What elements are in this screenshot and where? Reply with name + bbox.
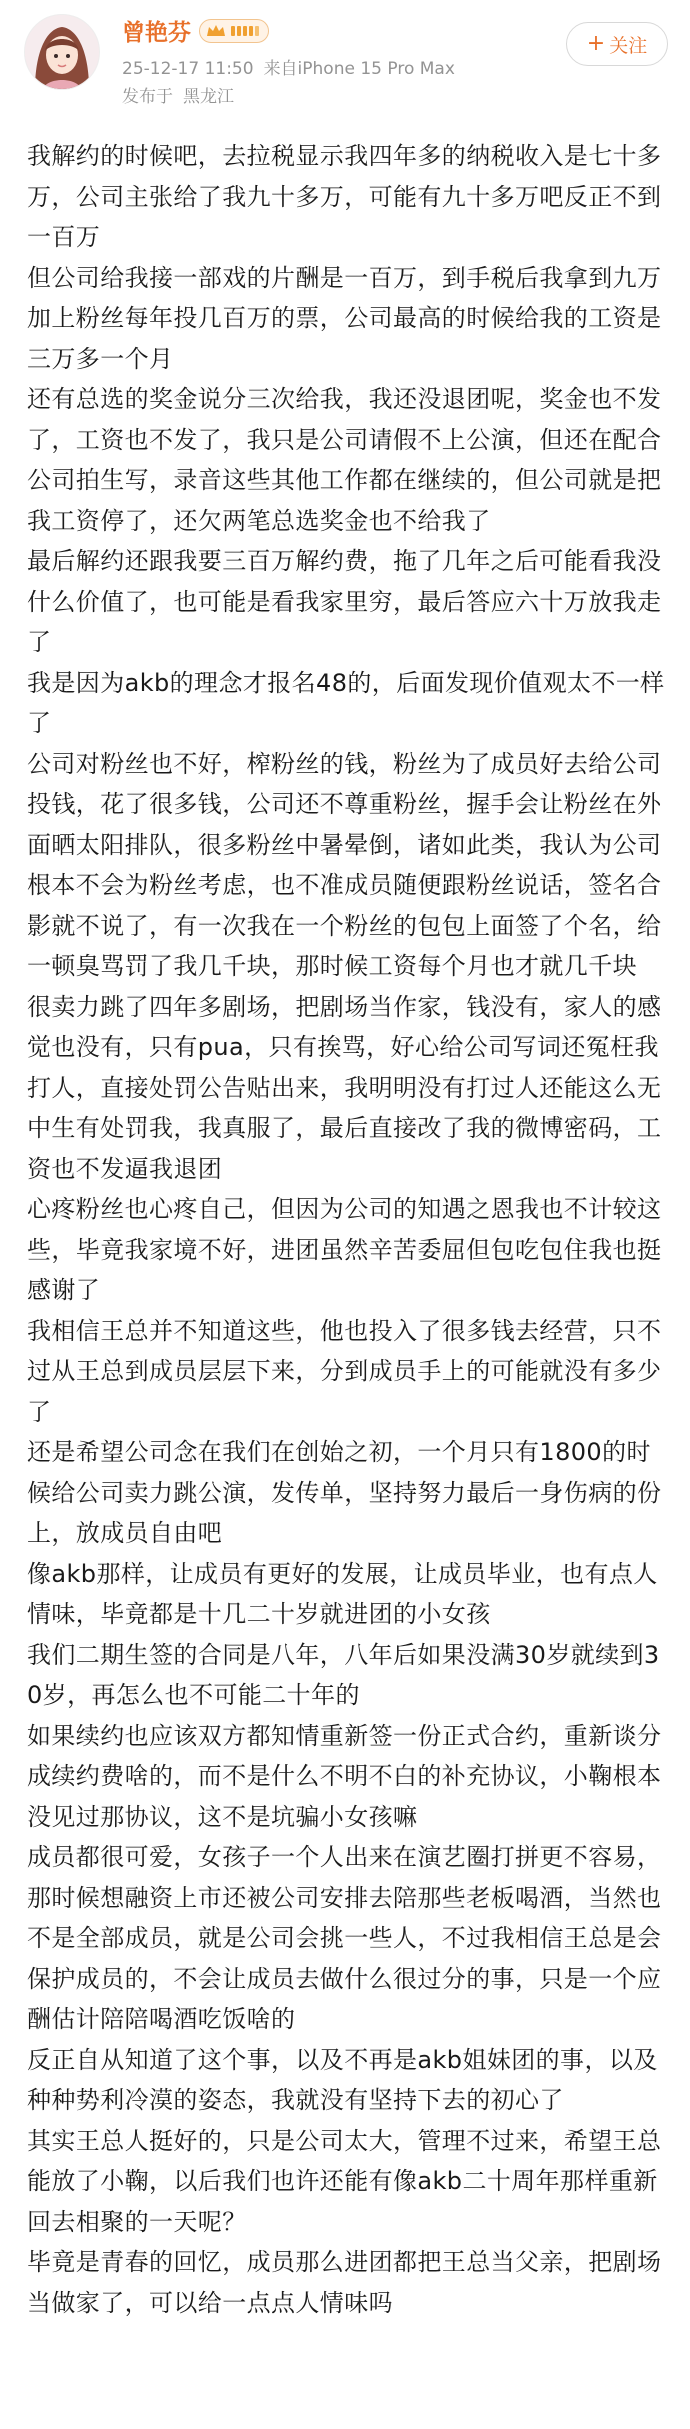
post-paragraph: 公司对粉丝也不好，榨粉丝的钱，粉丝为了成员好去给公司投钱，花了很多钱，公司还不尊重粉丝，握手会让粉丝在外面晒太阳排队，很多粉丝中暑晕倒，诸如此类，我认为公司根本不会为粉丝考虑，也不准成员随便跟粉丝说话，签名合影就不说了，有一次我在一个粉丝的包包上面签了个名，给一顿臭骂罚了我几千块，那时候工资每个月也才就几千块 bbox=[27, 749, 662, 980]
post-paragraph: 反正自从知道了这个事，以及不再是akb姐妹团的事，以及种种势利冷漠的姿态，我就没有坚持下去的初心了 bbox=[27, 2045, 658, 2114]
post-paragraph: 成员都很可爱，女孩子一个人出来在演艺圈打拼更不容易，那时候想融资上市还被公司安排去陪那些老板喝酒，当然也不是全部成员，就是公司会挑一些人，不过我相信王总是会保护成员的，不会让成员去做什么很过分的事，只是一个应酬估计陪陪喝酒吃饭啥的 bbox=[27, 1843, 662, 2033]
post-paragraph: 心疼粉丝也心疼自己，但因为公司的知遇之恩我也不计较这些，毕竟我家境不好，进团虽然辛苦委屈但包吃包住我也挺感谢了 bbox=[27, 1195, 662, 1304]
plus-icon: + bbox=[586, 31, 606, 56]
post-paragraph: 但公司给我接一部戏的片酬是一百万，到手税后我拿到九万 bbox=[27, 263, 662, 292]
post-paragraph: 还是希望公司念在我们在创始之初，一个月只有1800的时候给公司卖力跳公演，发传单，坚持努力最后一身伤病的份上，放成员自由吧 bbox=[27, 1438, 662, 1547]
avatar-image bbox=[25, 15, 99, 89]
location-label: 发布于 bbox=[122, 87, 173, 107]
name-row bbox=[122, 14, 269, 47]
post-paragraph: 最后解约还跟我要三百万解约费，拖了几年之后可能看我没什么价值了，也可能是看我家里穷，最后答应六十万放我走了 bbox=[27, 547, 662, 656]
avatar[interactable] bbox=[24, 14, 100, 90]
post-paragraph: 还有总选的奖金说分三次给我，我还没退团呢，奖金也不发了，工资也不发了，我只是公司请假不上公演，但还在配合公司拍生写，录音这些其他工作都在继续的，但公司就是把我工资停了，还欠两笔总选奖金也不给我了 bbox=[27, 385, 662, 535]
post-timestamp: 25-12-17 11:50 bbox=[122, 59, 254, 79]
post-paragraph: 我是因为akb的理念才报名48的，后面发现价值观太不一样了 bbox=[27, 668, 665, 737]
username[interactable]: 曾艳芬 bbox=[122, 20, 191, 46]
post-location bbox=[122, 82, 234, 107]
vip-badge-icon bbox=[199, 19, 269, 43]
post-paragraph: 像akb那样，让成员有更好的发展，让成员毕业，也有点人情味，毕竟都是十几二十岁就进团的小女孩 bbox=[27, 1559, 658, 1628]
post-paragraph: 如果续约也应该双方都知情重新签一份正式合约，重新谈分成续约费啥的，而不是什么不明不白的补充协议，小鞠根本没见过那协议，这不是坑骗小女孩嘛 bbox=[27, 1721, 662, 1831]
location-value: 黑龙江 bbox=[183, 87, 234, 107]
post-source: 来自iPhone 15 Pro Max bbox=[263, 59, 455, 79]
post-paragraph: 我解约的时候吧，去拉税显示我四年多的纳税收入是七十多万，公司主张给了我九十多万，可能有九十多万吧反正不到一百万 bbox=[27, 142, 662, 251]
post-paragraph: 其实王总人挺好的，只是公司太大，管理不过来，希望王总能放了小鞠，以后我们也许还能有像akb二十周年那样重新回去相聚的一天呢？ bbox=[27, 2126, 662, 2236]
post-header bbox=[0, 0, 690, 120]
follow-button[interactable] bbox=[566, 22, 668, 66]
post-paragraph: 我相信王总并不知道这些，他也投入了很多钱去经营，只不过从王总到成员层层下来，分到成员手上的可能就没有多少了 bbox=[27, 1316, 662, 1426]
post-paragraph: 加上粉丝每年投几百万的票，公司最高的时候给我的工资是三万多一个月 bbox=[27, 304, 662, 373]
post-paragraph: 毕竟是青春的回忆，成员那么进团都把王总当父亲，把剧场当做家了，可以给一点点人情味吗 bbox=[27, 2248, 662, 2317]
post-paragraph: 我们二期生签的合同是八年，八年后如果没满30岁就续到30岁，再怎么也不可能二十年的 bbox=[27, 1640, 660, 1709]
follow-label: 关注 bbox=[609, 34, 648, 57]
post-body bbox=[27, 136, 667, 2323]
post-paragraph: 很卖力跳了四年多剧场，把剧场当作家，钱没有，家人的感觉也没有，只有pua，只有挨骂，好心给公司写词还冤枉我打人，直接处罚公告贴出来，我明明没有打过人还能这么无中生有处罚我，我真服了，最后直接改了我的微博密码，工资也不发逼我退团 bbox=[27, 992, 662, 1183]
post-meta bbox=[122, 54, 455, 79]
